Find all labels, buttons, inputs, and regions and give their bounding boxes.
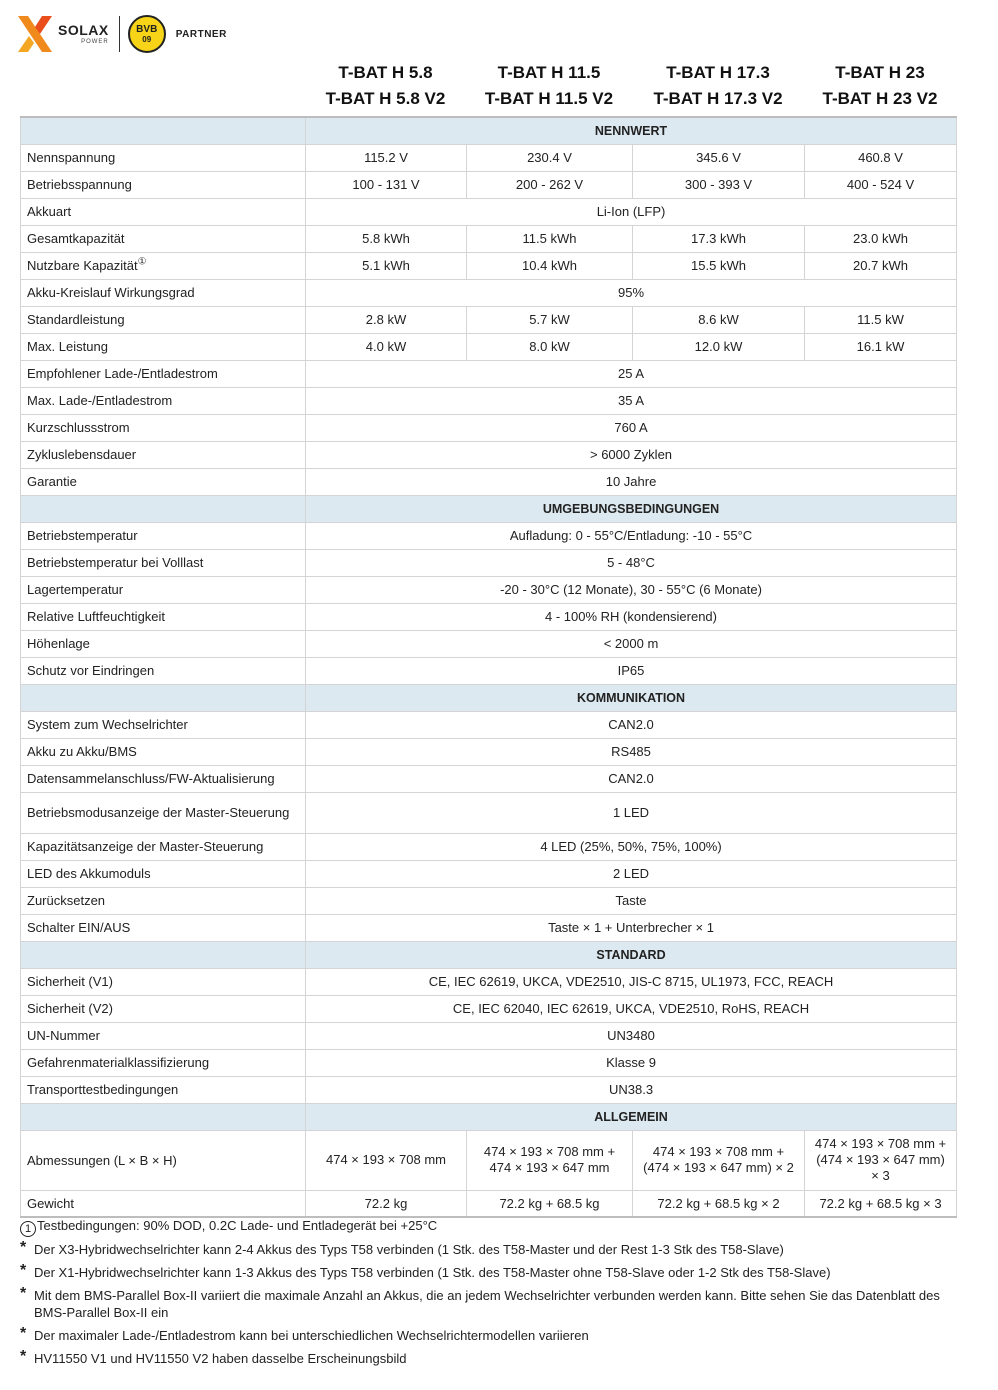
section-row — [21, 495, 957, 522]
model-name: T-BAT H 23 — [835, 63, 925, 82]
row-label: Relative Luftfeuchtigkeit — [21, 603, 306, 630]
model-col — [466, 60, 632, 114]
footnote — [20, 1264, 960, 1281]
row-label: Max. Leistung — [21, 333, 306, 360]
cell-value: 20.7 kWh — [805, 252, 957, 279]
cell-value: CAN2.0 — [306, 711, 957, 738]
model-name: T-BAT H 5.8 — [338, 63, 433, 82]
row-label: Betriebstemperatur bei Volllast — [21, 549, 306, 576]
asterisk-mark: * — [20, 1325, 27, 1342]
row-label: Zykluslebensdauer — [21, 441, 306, 468]
table-row — [21, 738, 957, 765]
row-label: Betriebstemperatur — [21, 522, 306, 549]
row-label: Akkuart — [21, 198, 306, 225]
bvb-number: 09 — [142, 34, 152, 44]
row-label: Akku-Kreislauf Wirkungsgrad — [21, 279, 306, 306]
footnote-text: Der maximaler Lade-/Entladestrom kann bei unterschiedlichen Wechselrichtermodellen variieren — [34, 1328, 589, 1343]
table-row — [21, 860, 957, 887]
row-label: Akku zu Akku/BMS — [21, 738, 306, 765]
table-row — [21, 522, 957, 549]
table-row — [21, 252, 957, 279]
cell-value: 474 × 193 × 708 mm + 474 × 193 × 647 mm — [467, 1130, 633, 1190]
row-label — [21, 252, 306, 279]
cell-value: UN38.3 — [306, 1076, 957, 1103]
row-label: Nennspannung — [21, 144, 306, 171]
table-row — [21, 1049, 957, 1076]
footnote — [20, 1217, 960, 1237]
table-row — [21, 711, 957, 738]
section-title: UMGEBUNGSBEDINGUNGEN — [306, 495, 957, 522]
model-header — [305, 60, 956, 114]
table-row — [21, 1130, 957, 1190]
solax-logo-icon — [16, 14, 54, 54]
row-label: Zurücksetzen — [21, 887, 306, 914]
partner-label: PARTNER — [175, 28, 227, 40]
cell-value: 1 LED — [306, 792, 957, 833]
asterisk-mark: * — [20, 1239, 27, 1256]
row-label: Sicherheit (V2) — [21, 995, 306, 1022]
cell-value: 2 LED — [306, 860, 957, 887]
table-row — [21, 1190, 957, 1217]
cell-value: 474 × 193 × 708 mm + (474 × 193 × 647 mm) × 3 — [805, 1130, 957, 1190]
table-row — [21, 887, 957, 914]
footnote-text: HV11550 V1 und HV11550 V2 haben dasselbe Erscheinungsbild — [34, 1351, 407, 1366]
table-row — [21, 833, 957, 860]
row-label: Datensammelanschluss/FW-Aktualisierung — [21, 765, 306, 792]
cell-value: RS485 — [306, 738, 957, 765]
cell-value: 474 × 193 × 708 mm — [306, 1130, 467, 1190]
cell-value: CAN2.0 — [306, 765, 957, 792]
cell-value: 95% — [306, 279, 957, 306]
section-spacer — [21, 117, 306, 144]
cell-value: < 2000 m — [306, 630, 957, 657]
table-row — [21, 1076, 957, 1103]
cell-value: > 6000 Zyklen — [306, 441, 957, 468]
table-row — [21, 171, 957, 198]
cell-value: 230.4 V — [467, 144, 633, 171]
table-row — [21, 198, 957, 225]
table-row — [21, 144, 957, 171]
cell-value: 300 - 393 V — [633, 171, 805, 198]
cell-value: 35 A — [306, 387, 957, 414]
table-row — [21, 792, 957, 833]
cell-value: 72.2 kg + 68.5 kg — [467, 1190, 633, 1217]
solax-sub: POWER — [81, 39, 109, 45]
cell-value: CE, IEC 62040, IEC 62619, UKCA, VDE2510, RoHS, REACH — [306, 995, 957, 1022]
table-row — [21, 333, 957, 360]
model-col — [632, 60, 804, 114]
cell-value: Taste × 1 + Unterbrecher × 1 — [306, 914, 957, 941]
row-label: Schalter EIN/AUS — [21, 914, 306, 941]
cell-value: 23.0 kWh — [805, 225, 957, 252]
cell-value: 11.5 kWh — [467, 225, 633, 252]
cell-value: 10 Jahre — [306, 468, 957, 495]
table-row — [21, 387, 957, 414]
table-row — [21, 414, 957, 441]
section-spacer — [21, 684, 306, 711]
section-spacer — [21, 495, 306, 522]
cell-value: 15.5 kWh — [633, 252, 805, 279]
footnote-text: Der X1-Hybridwechselrichter kann 1-3 Akkus des Typs T58 verbinden (1 Stk. des T58-Master ohne T58-Slave oder 1-2 Stk des T58-Slave) — [34, 1265, 831, 1280]
cell-value: Taste — [306, 887, 957, 914]
row-label: Betriebsspannung — [21, 171, 306, 198]
cell-value: 12.0 kW — [633, 333, 805, 360]
footnote-marker: ① — [137, 256, 147, 268]
row-label: Gesamtkapazität — [21, 225, 306, 252]
asterisk-mark: * — [20, 1348, 27, 1365]
row-label: Höhenlage — [21, 630, 306, 657]
footnote-text: Der X3-Hybridwechselrichter kann 2-4 Akkus des Typs T58 verbinden (1 Stk. des T58-Master und der Rest 1-3 Stk des T58-Slave) — [34, 1242, 784, 1257]
footnote-text: Mit dem BMS-Parallel Box-II variiert die maximale Anzahl an Akkus, die an jedem Wechselrichter verbunden werden kann. Bitte sehen Sie das Datenblatt des BMS-Parallel Box-II ein — [34, 1288, 940, 1320]
table-row — [21, 441, 957, 468]
footnote — [20, 1350, 960, 1367]
cell-value: IP65 — [306, 657, 957, 684]
row-label: System zum Wechselrichter — [21, 711, 306, 738]
cell-value: 100 - 131 V — [306, 171, 467, 198]
row-label: Gefahrenmaterialklassifizierung — [21, 1049, 306, 1076]
section-spacer — [21, 941, 306, 968]
row-label: Lagertemperatur — [21, 576, 306, 603]
model-name-v2: T-BAT H 11.5 V2 — [484, 89, 614, 108]
cell-value: 25 A — [306, 360, 957, 387]
cell-value: 5.1 kWh — [306, 252, 467, 279]
cell-value: -20 - 30°C (12 Monate), 30 - 55°C (6 Monate) — [306, 576, 957, 603]
brand-logo-bar — [16, 12, 227, 56]
row-label: Garantie — [21, 468, 306, 495]
model-name-v2: T-BAT H 5.8 V2 — [325, 89, 446, 108]
row-label: LED des Akkumoduls — [21, 860, 306, 887]
section-spacer — [21, 1103, 306, 1130]
table-row — [21, 765, 957, 792]
section-title: ALLGEMEIN — [306, 1103, 957, 1130]
footnote-number: 1 — [20, 1221, 36, 1237]
cell-value: 72.2 kg — [306, 1190, 467, 1217]
row-label: Max. Lade-/Entladestrom — [21, 387, 306, 414]
cell-value: 4.0 kW — [306, 333, 467, 360]
spec-table — [20, 116, 957, 1218]
cell-value: 2.8 kW — [306, 306, 467, 333]
bvb-logo-icon — [128, 15, 166, 53]
cell-value: 4 LED (25%, 50%, 75%, 100%) — [306, 833, 957, 860]
section-title: NENNWERT — [306, 117, 957, 144]
cell-value: Klasse 9 — [306, 1049, 957, 1076]
row-label: Sicherheit (V1) — [21, 968, 306, 995]
solax-name: SOLAX — [58, 22, 109, 38]
table-row — [21, 576, 957, 603]
cell-value: 400 - 524 V — [805, 171, 957, 198]
row-label: Standardleistung — [21, 306, 306, 333]
cell-value: CE, IEC 62619, UKCA, VDE2510, JIS-C 8715, UL1973, FCC, REACH — [306, 968, 957, 995]
model-name-v2: T-BAT H 17.3 V2 — [653, 89, 783, 108]
cell-value: 345.6 V — [633, 144, 805, 171]
model-col — [305, 60, 466, 114]
footnote-text: Testbedingungen: 90% DOD, 0.2C Lade- und Entladegerät bei +25°C — [37, 1218, 438, 1233]
model-name: T-BAT H 11.5 — [497, 63, 601, 82]
cell-value: 5 - 48°C — [306, 549, 957, 576]
section-row — [21, 684, 957, 711]
model-name: T-BAT H 17.3 — [666, 63, 770, 82]
footnote — [20, 1327, 960, 1344]
cell-value: Li-Ion (LFP) — [306, 198, 957, 225]
cell-value: UN3480 — [306, 1022, 957, 1049]
cell-value: 5.7 kW — [467, 306, 633, 333]
cell-value: 8.6 kW — [633, 306, 805, 333]
row-label: Betriebsmodusanzeige der Master-Steuerung — [21, 792, 306, 833]
cell-value: 16.1 kW — [805, 333, 957, 360]
table-row — [21, 630, 957, 657]
logo-divider — [119, 16, 120, 52]
footnote — [20, 1241, 960, 1258]
table-row — [21, 279, 957, 306]
table-row — [21, 360, 957, 387]
table-row — [21, 603, 957, 630]
bvb-text: BVB — [136, 23, 158, 35]
cell-value: 474 × 193 × 708 mm + (474 × 193 × 647 mm) × 2 — [633, 1130, 805, 1190]
table-row — [21, 995, 957, 1022]
model-col — [804, 60, 956, 114]
cell-value: 115.2 V — [306, 144, 467, 171]
cell-value: 72.2 kg + 68.5 kg × 2 — [633, 1190, 805, 1217]
cell-value: 4 - 100% RH (kondensierend) — [306, 603, 957, 630]
cell-value: 460.8 V — [805, 144, 957, 171]
footnotes — [20, 1217, 960, 1373]
table-row — [21, 306, 957, 333]
table-row — [21, 657, 957, 684]
table-row — [21, 549, 957, 576]
row-label: UN-Nummer — [21, 1022, 306, 1049]
cell-value: 5.8 kWh — [306, 225, 467, 252]
cell-value: 200 - 262 V — [467, 171, 633, 198]
asterisk-mark: * — [20, 1285, 27, 1302]
section-row — [21, 1103, 957, 1130]
cell-value: 10.4 kWh — [467, 252, 633, 279]
cell-value: 760 A — [306, 414, 957, 441]
section-row — [21, 941, 957, 968]
row-label: Transporttestbedingungen — [21, 1076, 306, 1103]
cell-value: 17.3 kWh — [633, 225, 805, 252]
cell-value: Aufladung: 0 - 55°C/Entladung: -10 - 55°C — [306, 522, 957, 549]
section-title: STANDARD — [306, 941, 957, 968]
row-label: Schutz vor Eindringen — [21, 657, 306, 684]
section-title: KOMMUNIKATION — [306, 684, 957, 711]
cell-value: 72.2 kg + 68.5 kg × 3 — [805, 1190, 957, 1217]
cell-value: 11.5 kW — [805, 306, 957, 333]
row-label: Empfohlener Lade-/Entladestrom — [21, 360, 306, 387]
row-label: Abmessungen (L × B × H) — [21, 1130, 306, 1190]
model-name-v2: T-BAT H 23 V2 — [822, 89, 938, 108]
cell-value: 8.0 kW — [467, 333, 633, 360]
table-row — [21, 225, 957, 252]
table-row — [21, 1022, 957, 1049]
footnote — [20, 1287, 960, 1321]
row-label: Gewicht — [21, 1190, 306, 1217]
row-label-text: Nutzbare Kapazität — [27, 258, 138, 273]
asterisk-mark: * — [20, 1262, 27, 1279]
solax-wordmark — [58, 23, 109, 45]
row-label: Kurzschlussstrom — [21, 414, 306, 441]
row-label: Kapazitätsanzeige der Master-Steuerung — [21, 833, 306, 860]
table-row — [21, 914, 957, 941]
section-row — [21, 117, 957, 144]
table-row — [21, 968, 957, 995]
table-row — [21, 468, 957, 495]
